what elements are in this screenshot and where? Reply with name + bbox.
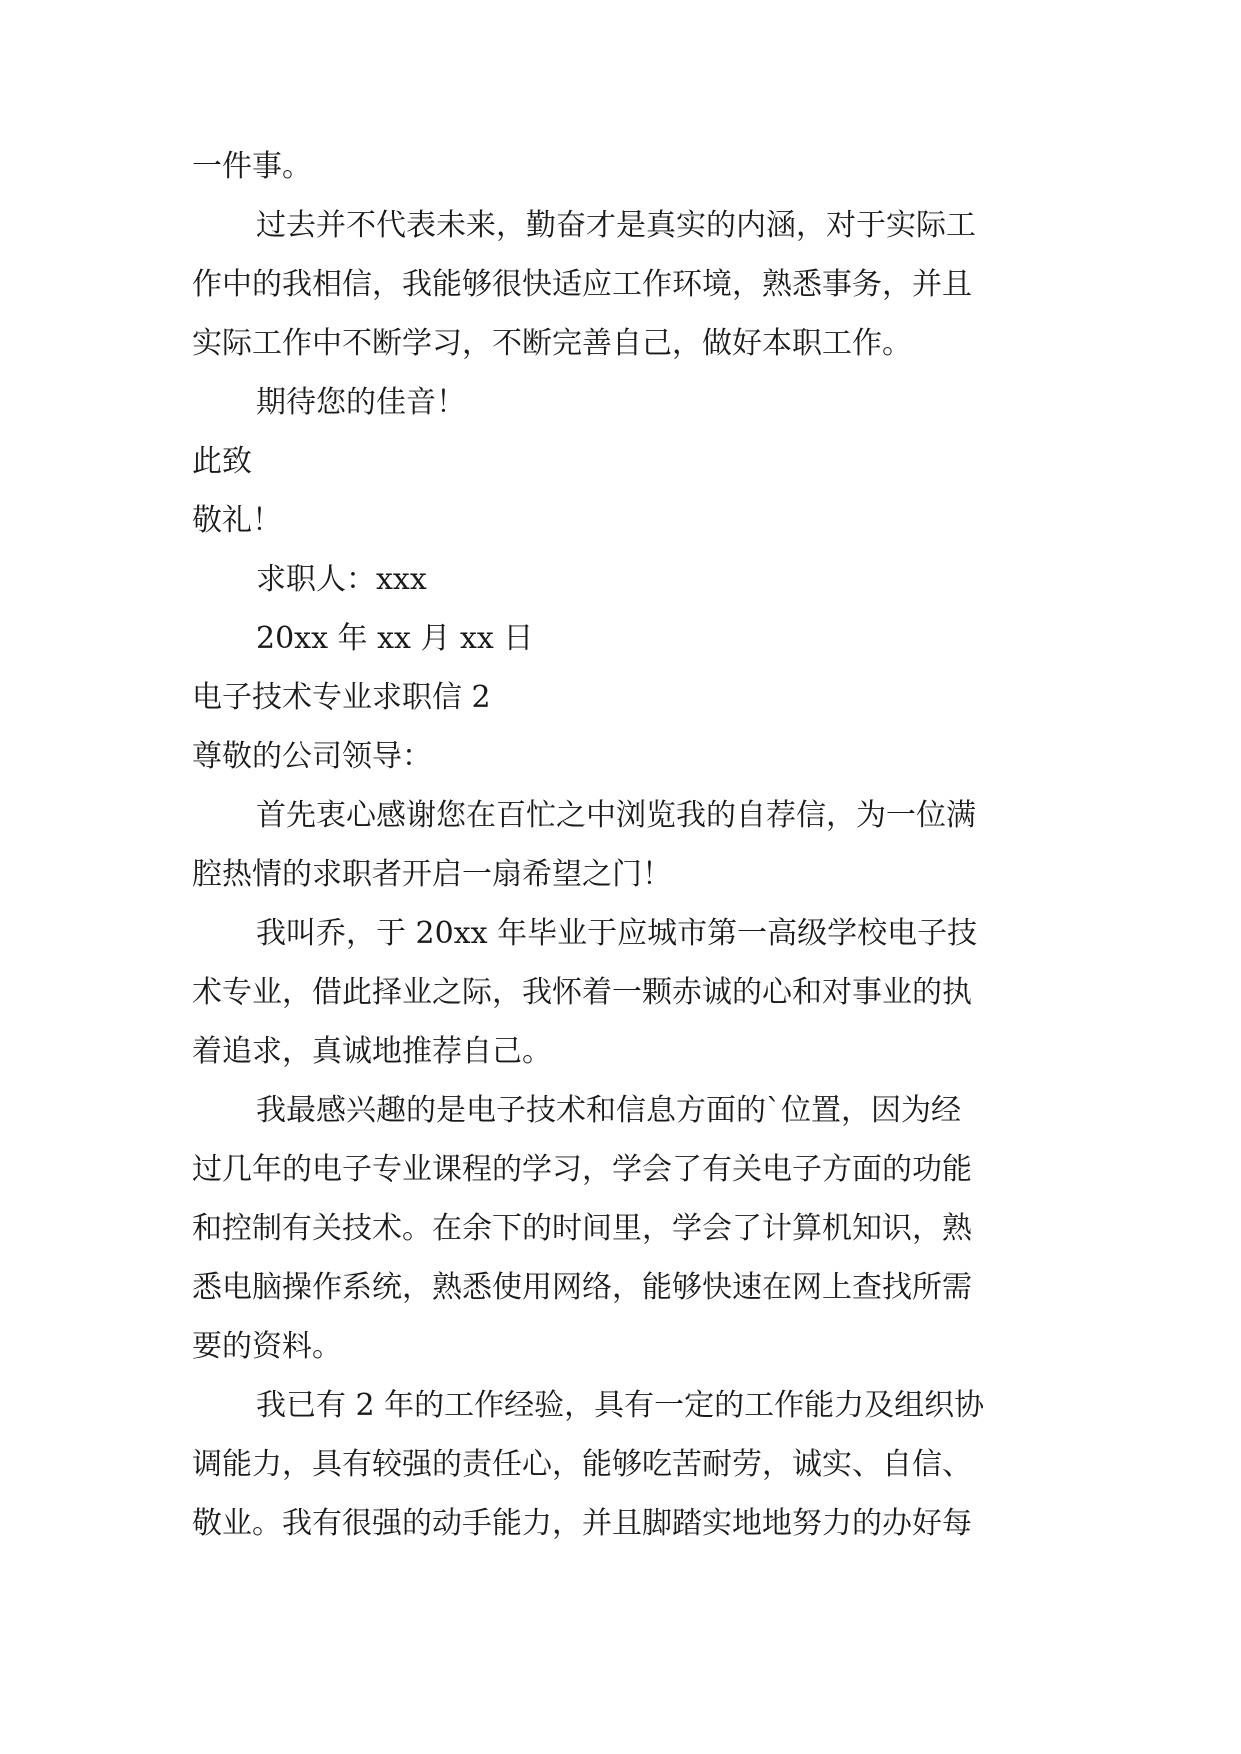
paragraph-line: 过去并不代表未来，勤奋才是真实的内涵，对于实际工 — [256, 208, 976, 243]
paragraph-line: 我已有 2 年的工作经验，具有一定的工作能力及组织协 — [256, 1388, 985, 1423]
letter-title: 电子技术专业求职信 2 — [192, 680, 491, 715]
text-line: 要的资料。 — [192, 1329, 342, 1364]
text-line: 和控制有关技术。在余下的时间里，学会了计算机知识，熟 — [192, 1211, 972, 1246]
text-line: 过几年的电子专业课程的学习，学会了有关电子方面的功能 — [192, 1152, 972, 1187]
salutation-closing: 此致 — [192, 444, 252, 479]
signature-date: 20xx 年 xx 月 xx 日 — [256, 621, 534, 656]
closing-wish: 期待您的佳音！ — [256, 385, 466, 420]
paragraph-line: 我最感兴趣的是电子技术和信息方面的`位置，因为经 — [256, 1093, 961, 1128]
greeting: 尊敬的公司领导： — [192, 739, 432, 774]
salutation-respect: 敬礼！ — [192, 503, 282, 538]
text-line: 实际工作中不断学习，不断完善自己，做好本职工作。 — [192, 326, 912, 361]
letter-body — [192, 137, 1072, 1553]
paragraph-line: 首先衷心感谢您在百忙之中浏览我的自荐信，为一位满 — [256, 798, 976, 833]
text-line: 敬业。我有很强的动手能力，并且脚踏实地地努力的办好每 — [192, 1506, 972, 1541]
text-line: 腔热情的求职者开启一扇希望之门！ — [192, 857, 672, 892]
text-line: 一件事。 — [192, 149, 312, 184]
paragraph-line: 我叫乔，于 20xx 年毕业于应城市第一高级学校电子技 — [256, 916, 978, 951]
signature-name: 求职人：xxx — [256, 562, 427, 597]
text-line: 术专业，借此择业之际，我怀着一颗赤诚的心和对事业的执 — [192, 975, 972, 1010]
text-line: 调能力，具有较强的责任心，能够吃苦耐劳，诚实、自信、 — [192, 1447, 972, 1482]
text-line: 作中的我相信，我能够很快适应工作环境，熟悉事务，并且 — [192, 267, 972, 302]
text-line: 悉电脑操作系统，熟悉使用网络，能够快速在网上查找所需 — [192, 1270, 972, 1305]
text-line: 着追求，真诚地推荐自己。 — [192, 1034, 552, 1069]
